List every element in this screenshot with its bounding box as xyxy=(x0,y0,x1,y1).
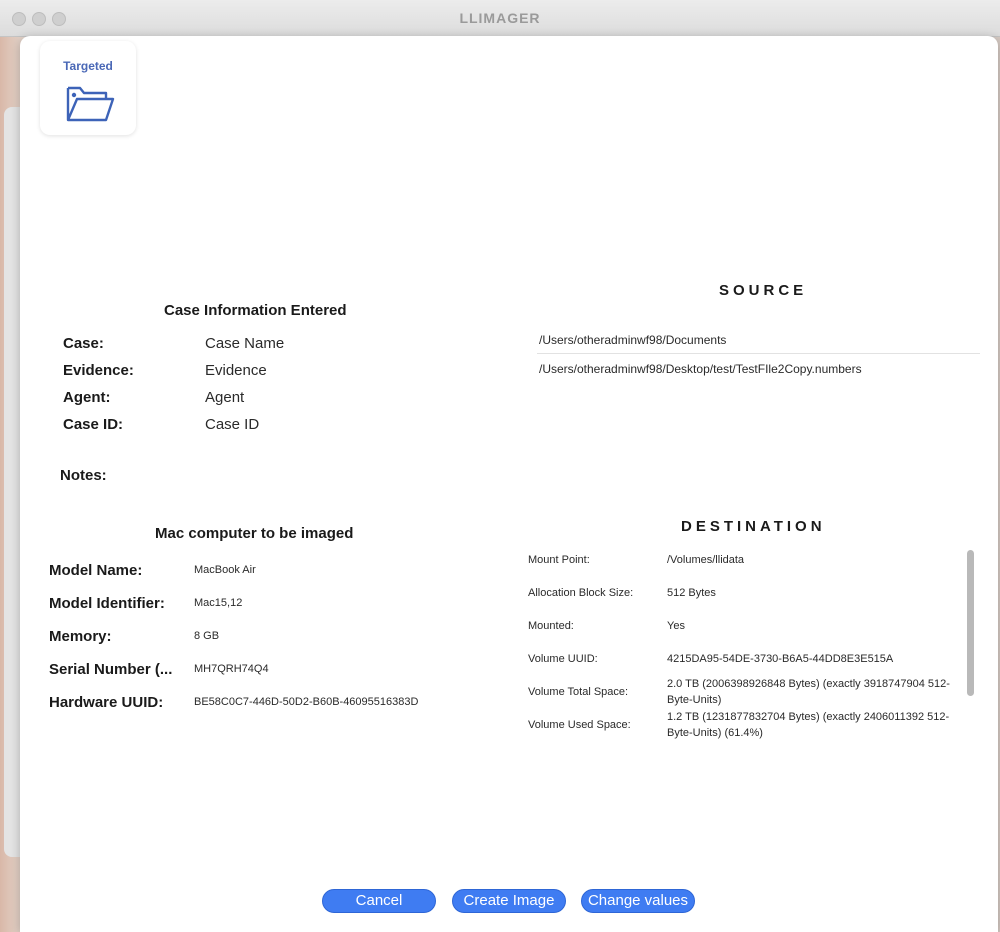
model-name-value: MacBook Air xyxy=(194,564,256,576)
volume-total-space-value: 2.0 TB (2006398926848 Bytes) (exactly 3918747904 512-Byte-Units) xyxy=(667,678,950,706)
case-id-label: Case ID: xyxy=(63,416,124,433)
volume-used-space-label: Volume Used Space: xyxy=(528,719,631,731)
hardware-uuid-value: BE58C0C7-446D-50D2-B60B-46095516383D xyxy=(194,696,419,708)
volume-uuid-value: 4215DA95-54DE-3730-B6A5-44DD8E3E515A xyxy=(667,653,894,665)
volume-used-space-value: 1.2 TB (1231877832704 Bytes) (exactly 2406011392 512-Byte-Units) (61.4%) xyxy=(667,711,950,739)
model-identifier-label: Model Identifier: xyxy=(49,595,165,612)
destination-details-scroll[interactable] xyxy=(526,546,986,770)
model-identifier-value: Mac15,12 xyxy=(194,597,243,609)
change-values-button[interactable]: Change values xyxy=(581,889,695,913)
folder-icon xyxy=(65,83,115,123)
destination-title: DESTINATION xyxy=(681,518,826,535)
mode-label: Targeted xyxy=(63,59,113,73)
window-title: LLIMAGER xyxy=(459,10,541,26)
agent-label: Agent: xyxy=(63,389,111,406)
agent-value: Agent xyxy=(205,389,245,406)
memory-value: 8 GB xyxy=(194,630,220,642)
notes-label: Notes: xyxy=(60,467,107,484)
mac-info-title: Mac computer to be imaged xyxy=(155,525,354,542)
source-divider xyxy=(537,353,980,354)
allocation-block-size-value: 512 Bytes xyxy=(667,587,716,599)
cancel-button[interactable]: Cancel xyxy=(322,889,436,913)
case-label: Case: xyxy=(63,335,104,352)
title-bar xyxy=(0,0,1000,37)
evidence-value: Evidence xyxy=(205,362,267,379)
mounted-value: Yes xyxy=(667,620,685,632)
serial-number-value: MH7QRH74Q4 xyxy=(194,663,269,675)
mount-point-label: Mount Point: xyxy=(528,554,590,566)
mounted-label: Mounted: xyxy=(528,620,574,632)
memory-label: Memory: xyxy=(49,628,112,645)
serial-number-label: Serial Number (... xyxy=(49,661,173,678)
volume-total-space-label: Volume Total Space: xyxy=(528,686,629,698)
case-value: Case Name xyxy=(205,335,285,352)
case-info-title: Case Information Entered xyxy=(164,302,347,319)
evidence-label: Evidence: xyxy=(63,362,134,379)
allocation-block-size-label: Allocation Block Size: xyxy=(528,587,634,599)
hardware-uuid-label: Hardware UUID: xyxy=(49,694,164,711)
mount-point-value: /Volumes/llidata xyxy=(667,554,745,566)
volume-uuid-label: Volume UUID: xyxy=(528,653,598,665)
destination-scrollbar[interactable] xyxy=(967,550,974,696)
source-path[interactable]: /Users/otheradminwf98/Desktop/test/TestFIle2Copy.numbers xyxy=(539,362,862,376)
source-path[interactable]: /Users/otheradminwf98/Documents xyxy=(539,333,727,347)
case-id-value: Case ID xyxy=(205,416,260,433)
create-image-button[interactable]: Create Image xyxy=(452,889,566,913)
mode-card xyxy=(40,41,136,135)
model-name-label: Model Name: xyxy=(49,562,143,579)
summary-sheet xyxy=(20,36,998,932)
source-title: SOURCE xyxy=(719,282,808,299)
